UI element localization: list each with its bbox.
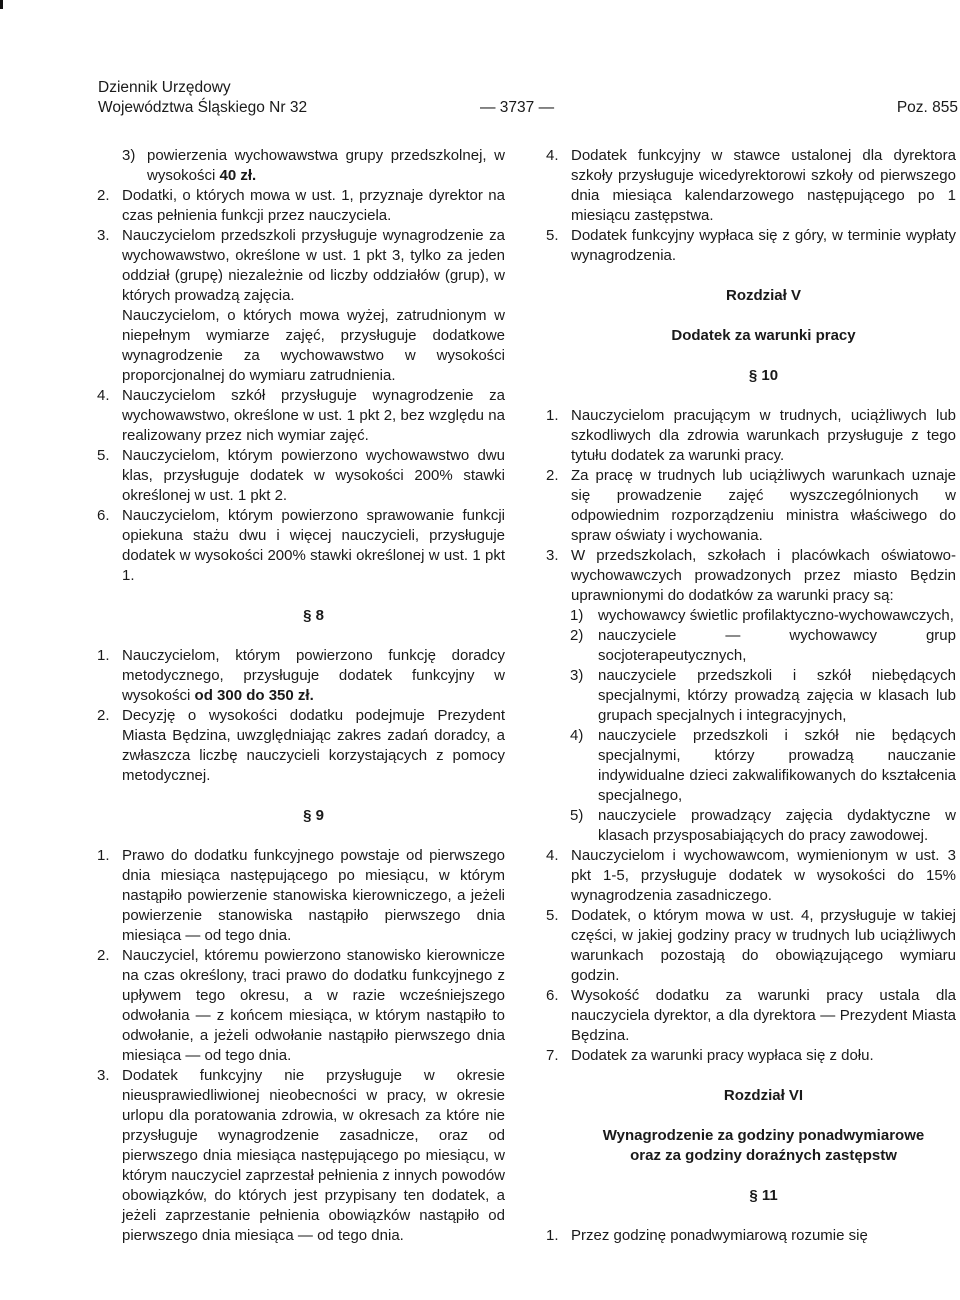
paragraph [97,1066,505,1246]
chapter-heading: Rozdział VI [723,1087,804,1104]
section-heading: § 10 [748,367,779,384]
list-item [546,726,956,806]
paragraph-number: 5. [97,447,110,464]
paragraph-number: 1. [97,847,110,864]
paragraph [546,986,956,1046]
item-number: 3) [122,147,136,164]
paragraph-number: 5. [546,907,559,924]
list-item [546,666,956,726]
paragraph-number: 2. [97,187,110,204]
paragraph-text: powierzenia wychowawstwa grupy przedszkolnej, w wysokości [147,147,505,184]
paragraph [546,546,956,606]
paragraph-text: Nauczycielom pracującym w trudnych, uciążliwych lub szkodliwych dla zdrowia warunkach przysługuje z tego tytułu dodatek za warunki pracy. [571,407,956,464]
paragraph [546,406,956,466]
paragraph-number: 4. [546,147,559,164]
paragraph-number: 1. [546,1227,559,1244]
paragraph-number: 3. [97,227,110,244]
chapter-heading: Rozdział V [725,287,801,304]
paragraph [546,846,956,906]
section-heading: § 9 [303,807,324,824]
paragraph-number: 2. [546,467,559,484]
paragraph-number: 7. [546,1047,559,1064]
corner-mark [0,0,3,9]
paragraph [546,1046,956,1066]
paragraph [97,226,505,306]
bold-amount: 40 zł. [219,167,257,184]
paragraph-text: Dodatki, o których mowa w ust. 1, przyznaje dyrektor na czas pełnienia funkcji przez nauczyciela. [122,187,505,224]
item-number: 2) [570,627,584,644]
paragraph-number: 2. [97,707,110,724]
paragraph-number: 3. [97,1067,110,1084]
paragraph-number: 4. [97,387,110,404]
paragraph-text: Decyzję o wysokości dodatku podejmuje Prezydent Miasta Będzina, uwzględniając zakres zadań doradcy, a zwłaszcza liczbę nauczycieli korzystających z pomocy metodycznej. [122,707,505,784]
paragraph-text: Nauczycielom, którym powierzono wychowawstwo dwu klas, przysługuje dodatek w wysokości 200% stawki określonej w ust. 1 pkt 2. [122,447,505,504]
paragraph-number: 1. [546,407,559,424]
item-number: 4) [570,727,584,744]
page-number: — 3737 — [480,99,555,116]
paragraph-text: Dodatek funkcyjny w stawce ustalonej dla dyrektora szkoły przysługuje wicedyrektorowi szkoły od pierwszego dnia miesiąca kalendarzowego następującego po 1 miesiącu zastępstwa. [571,147,956,224]
list-item [546,806,956,846]
bold-amount: od 300 do 350 zł. [194,687,314,704]
paragraph-text: Nauczycielom, którym powierzono sprawowanie funkcji opiekuna stażu dwu i więcej nauczycieli, przysługuje dodatek w wysokości 200% stawki określonej w ust. 1 pkt 1. [122,507,505,584]
journal-issue: Województwa Śląskiego Nr 32 [98,99,308,116]
paragraph-text: Nauczycielom, którym powierzono funkcję doradcy metodycznego, przysługuje dodatek funkcyjny w wysokości [122,647,505,704]
paragraph-text: Wysokość dodatku za warunki pracy ustala dla nauczyciela dyrektor, a dla dyrektora — Prezydent Miasta Będzina. [571,987,956,1044]
paragraph-number: 5. [546,227,559,244]
paragraph-text: Nauczyciel, któremu powierzono stanowisko kierownicze na czas określony, traci prawo do dodatku funkcyjnego z upływem tego okresu, a w razie wcześniejszego odwołania — z końcem miesiąca, w którym nastąpiło to odwołanie, a jeżeli odwołanie nastąpiło pierwszego dnia miesiąca — od tego dnia. [122,947,505,1064]
item-text: nauczyciele przedszkoli i szkół niebędących specjalnymi, którzy prowadzą zajęcia w klasach lub grupach specjalnych i integracyjnych, [598,667,956,724]
paragraph-text: Przez godzinę ponadwymiarową rozumie się [571,1227,868,1244]
page-header [98,78,958,122]
paragraph-text: Nauczycielom szkół przysługuje wynagrodzenie za wychowawstwo, określone w ust. 1 pkt 2, bez względu na realizowany przez nich wymiar zajęć. [122,387,505,444]
list-item [546,606,956,626]
paragraph [97,186,505,226]
section-heading: § 8 [303,607,324,624]
paragraph-text: Za pracę w trudnych lub uciążliwych warunkach uznaje się prowadzenie zajęć wyszczególnionych w odpowiednim rozporządzeniu ministra właściwego do spraw oświaty i wychowania. [571,467,956,544]
paragraph-number: 4. [546,847,559,864]
paragraph-text: Prawo do dodatku funkcyjnego powstaje od pierwszego dnia miesiąca następującego po miesiącu, w którym nastąpiło powierzenie stanowiska kierowniczego, a jeżeli powierzenie stanowiska nastąpiło pierwszego dnia miesiąca — od tego dnia. [122,847,505,944]
paragraph-number: 6. [97,507,110,524]
item-text: nauczyciele — wychowawcy grup socjoterapeutycznych, [598,627,956,664]
paragraph [97,506,505,586]
list-item [97,146,505,186]
paragraph-text: Dodatek, o którym mowa w ust. 4, przysługuje w takiej części, w jakiej godziny pracy w trudnych lub uciążliwych warunkach pozostają do obowiązującego wymiaru godzin. [571,907,956,984]
journal-title [98,78,307,118]
paragraph-text: Nauczycielom i wychowawcom, wymienionym w ust. 3 pkt 1-5, przysługuje dodatek w wysokości do 15% wynagrodzenia zasadniczego. [571,847,956,904]
paragraph [546,1226,956,1246]
paragraph-number: 2. [97,947,110,964]
left-column [97,146,505,1246]
paragraph [546,146,956,226]
paragraph-number: 1. [97,647,110,664]
paragraph-text: W przedszkolach, szkołach i placówkach oświatowo-wychowawczych prowadzonych przez miasto Będzin uprawnionymi do dodatków za warunki pracy są: [571,547,956,604]
position-number: Poz. 855 [896,99,958,116]
journal-name: Dziennik Urzędowy [98,79,231,96]
list-item [546,626,956,666]
paragraph [97,706,505,786]
paragraph-text: Dodatek funkcyjny nie przysługuje w okresie nieusprawiedliwionej nieobecności w pracy, w okresie urlopu dla poratowania zdrowia, w okresach za które nie przysługuje wynagrodzenie zasadnicze, oraz od pierwszego dnia miesiąca następującego po miesiącu, w którym nauczyciel zaprzestał pełnienia z innych powodów obowiązków, do których jest przypisany ten dodatek, a jeżeli zaprzestanie pełnienia obowiązków nastąpiło od pierwszego dnia miesiąca — od tego dnia. [122,1067,505,1244]
item-number: 3) [570,667,584,684]
paragraph-number: 3. [546,547,559,564]
paragraph-text: Dodatek za warunki pracy wypłaca się z dołu. [571,1047,874,1064]
paragraph-text: Dodatek funkcyjny wypłaca się z góry, w terminie wypłaty wynagrodzenia. [571,227,956,264]
item-text: nauczyciele przedszkoli i szkół nie będących specjalnymi, którzy prowadzą nauczanie indywidualne dzieci zakwalifikowanych do kształcenia specjalnego, [598,727,956,804]
item-number: 1) [570,607,584,624]
paragraph [97,646,505,706]
item-text: nauczyciele prowadzący zajęcia dydaktyczne w klasach przysposabiających do pracy zawodowej. [598,807,956,844]
item-number: 5) [570,807,584,824]
chapter-title: Dodatek za warunki pracy [671,327,856,344]
paragraph [97,946,505,1066]
chapter-title-line-1: Wynagrodzenie za godziny ponadwymiarowe [602,1127,925,1144]
section-heading: § 11 [749,1187,778,1204]
paragraph [546,226,956,266]
paragraph [97,846,505,946]
right-column [546,146,956,1246]
paragraph [97,446,505,506]
paragraph [97,386,505,446]
paragraph [546,466,956,546]
item-text: wychowawcy świetlic profilaktyczno-wychowawczych, [598,607,954,624]
chapter-title-line-2: oraz za godziny doraźnych zastępstw [630,1147,897,1164]
paragraph-text: Nauczycielom przedszkoli przysługuje wynagrodzenie za wychowawstwo, określone w ust. 1 pkt 3, tylko za jeden oddział (grupę) niezależnie od liczby oddziałów (grup), w których prowadzą zajęcia. [122,227,505,304]
paragraph-number: 6. [546,987,559,1004]
paragraph [546,906,956,986]
paragraph-continuation: Nauczycielom, o których mowa wyżej, zatrudnionym w niepełnym wymiarze zajęć, przysługuje dodatkowe wynagrodzenie za wychowawstwo w wysokości proporcjonalnej do wymiaru zatrudnienia. [122,307,505,384]
